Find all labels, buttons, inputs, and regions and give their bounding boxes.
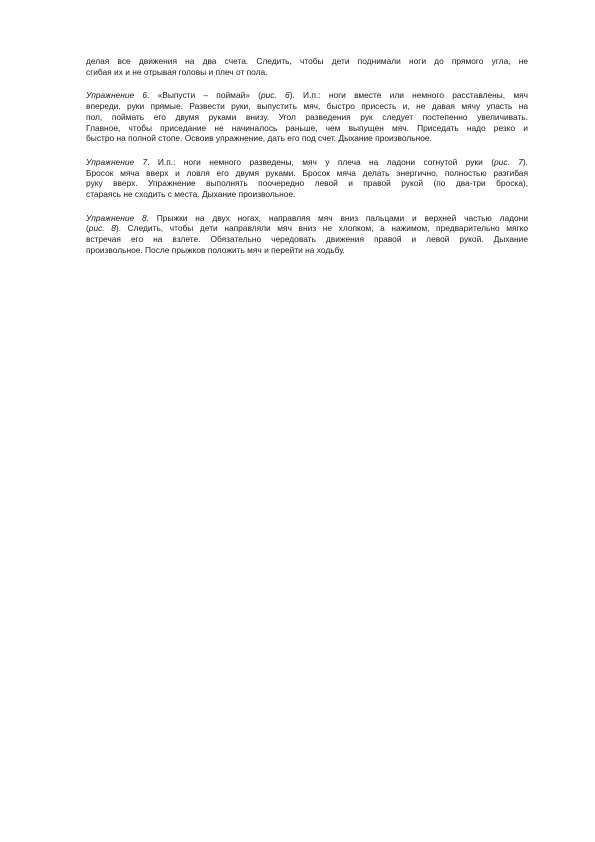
text-run: . «Выпусти – поймай» (	[147, 90, 261, 101]
text-line	[86, 112, 528, 123]
text-line	[86, 178, 528, 189]
text-line	[86, 234, 528, 245]
text-run: сгибая их и не отрывая головы и плеч от пола.	[86, 66, 268, 77]
text-line	[86, 101, 528, 112]
italic-run: Упражнение 8	[86, 212, 147, 223]
text-line	[86, 213, 528, 224]
paragraph	[86, 213, 528, 256]
text-line	[86, 223, 528, 234]
text-run: впереди, руки прямые. Развести руки, выпустить мяч, быстро присесть и, не давая мячу упасть на	[86, 101, 528, 112]
text-line	[86, 133, 528, 144]
text-run: стараясь не сходить с места. Дыхание произвольное.	[86, 189, 296, 200]
text-run: пол, поймать его двумя руками внизу. Угол разведения рук следует постепенно увеличивать.	[86, 111, 528, 122]
paragraph	[86, 56, 528, 77]
italic-run: рис. 8	[88, 223, 116, 234]
text-line	[86, 157, 528, 168]
italic-run: рис. 7	[494, 156, 523, 167]
text-run: встречая его на взлете. Обязательно чередовать движения правой и левой рукой. Дыхание	[86, 234, 528, 245]
italic-run: рис. 6	[260, 90, 290, 101]
text-run: (	[86, 223, 89, 234]
italic-run: Упражнение 7	[86, 156, 148, 167]
text-run: Главное, чтобы приседание не начиналось раньше, чем выпущен мяч. Приседать надо резко и	[86, 122, 528, 133]
text-run: произвольное. После прыжков положить мяч и перейти на ходьбу.	[86, 244, 345, 255]
text-line	[86, 245, 528, 256]
text-run: ). И.п.: ноги вместе или немного расставлены, мяч	[289, 90, 528, 101]
text-run: . И.п.: ноги немного разведены, мяч у плеча на ладони согнутой руки (	[147, 156, 494, 167]
text-line	[86, 56, 528, 67]
text-run: ). Следить, чтобы дети направляли мяч вниз не хлопком, а нажимом, предварительно мягко	[115, 223, 528, 234]
italic-run: Упражнение 6	[86, 90, 148, 101]
text-run: делая все движения на два счета. Следить, чтобы дети поднимали ноги до прямого угла, не	[86, 56, 528, 66]
text-run: быстро на полной стопе. Освоив упражнение, дать его под счет. Дыхание произвольное.	[86, 133, 432, 144]
text-run: ).	[522, 156, 528, 167]
paragraph	[86, 90, 528, 144]
text-run: Бросок мяча вверх и ловля его двумя руками. Бросок мяча делать энергично, полностью разгибая	[86, 167, 528, 178]
text-line	[86, 67, 528, 78]
document-body	[86, 56, 528, 269]
text-line	[86, 189, 528, 200]
text-line	[86, 123, 528, 134]
text-line	[86, 90, 528, 101]
paragraph	[86, 157, 528, 200]
text-run: . Прыжки на двух ногах, направляя мяч вниз пальцами и верхней частью ладони	[146, 212, 528, 223]
text-line	[86, 168, 528, 179]
text-run: руку вверх. Упражнение выполнять поочередно левой и правой рукой (по два-три броска),	[86, 178, 528, 189]
